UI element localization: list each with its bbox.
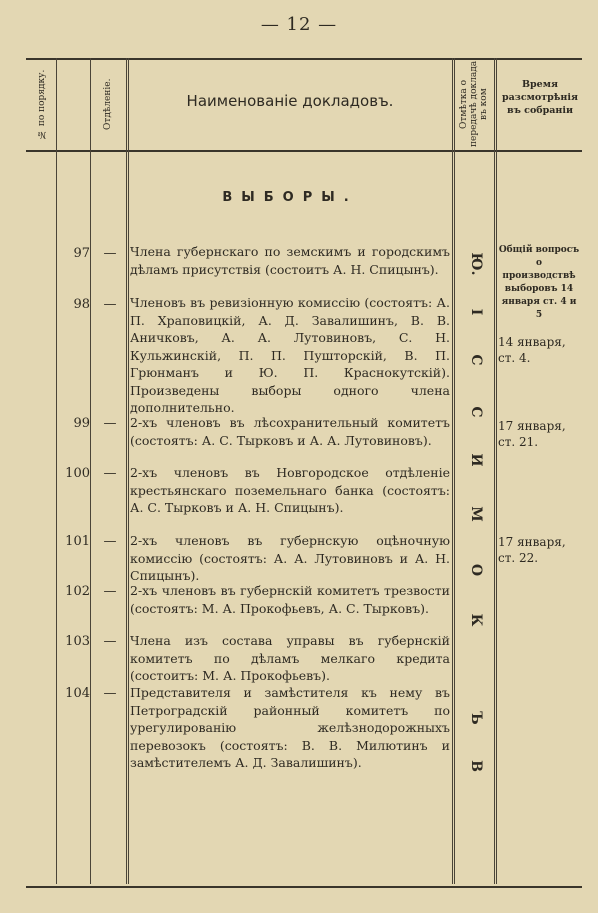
row-number: 102 (65, 584, 90, 599)
stamp-letter: С (468, 354, 484, 366)
note-general-question: Общій вопросъ о производствѣ выборовъ 14 января ст. 4 и 5 (498, 245, 580, 320)
note-date: 14 января, ст. 4. (498, 335, 566, 365)
row-text: 2-хъ членовъ въ лѣсохранительный комитетъ (состоятъ: А. С. Тырковъ и А. А. Лутовиновъ). (130, 415, 450, 448)
row-text: 2-хъ членовъ въ Новгородское отдѣленіе крестьянскаго поземельнаго банка (состоятъ: А. С. Тырковъ и А. Н. Спицынъ). (130, 465, 450, 515)
stamp-letter: І (468, 308, 484, 316)
row-text: Члена губернскаго по земскимъ и городскимъ дѣламъ присутствія (состоитъ А. Н. Спицынъ). (130, 244, 450, 277)
header-department: Отдѣленіе. (103, 78, 113, 130)
row-department: — (103, 416, 117, 431)
row-number: 103 (65, 634, 90, 649)
row-number: 101 (65, 534, 90, 549)
header-transfer: Отмѣтка о передачѣ доклада въ ком (459, 60, 489, 148)
note-date: 17 января, ст. 21. (498, 419, 566, 449)
row-number: 99 (73, 416, 90, 431)
stamp-letter: М (468, 506, 484, 522)
row-number: 104 (65, 686, 90, 701)
header-divider (26, 150, 582, 152)
column-divider (494, 58, 497, 884)
stamp-letter: С (468, 406, 484, 418)
column-divider (452, 58, 455, 884)
row-number: 100 (65, 466, 90, 481)
stamp-letter: Ю. (468, 252, 484, 276)
column-divider (56, 58, 57, 884)
stamp-letter: В (468, 760, 484, 772)
note-date: 17 января, ст. 22. (498, 535, 566, 565)
header-number: № по порядку. (37, 69, 47, 139)
row-number: 97 (73, 246, 90, 261)
row-text: Членовъ въ ревизіонную комиссію (состоятъ: А. П. Храповицкій, А. Д. Завалишинъ, В. В. Аничковъ, А. А. Лутовиновъ, С. Н. Кульжинскій, П. П. Пушторскій, В. П. Грюнманъ и Ю. П. Краснокутскій). Произведены выборы одного члена дополнительно. (130, 295, 450, 415)
row-department: — (103, 297, 117, 312)
row-department: — (103, 686, 117, 701)
row-department: — (103, 246, 117, 261)
page-number: — 12 — (260, 14, 338, 35)
section-title: ВЫБОРЫ. (222, 190, 358, 205)
column-divider (90, 58, 91, 884)
stamp-letter: Ъ (468, 711, 484, 725)
row-department: — (103, 584, 117, 599)
header-time: Время разсмотрѣнія въ собраніи (501, 79, 579, 116)
row-text: 2-хъ членовъ въ губернскій комитетъ трезвости (состоятъ: М. А. Прокофьевъ, А. С. Тырковъ). (130, 583, 450, 616)
row-text: Представителя и замѣстителя къ нему въ Петроградскій районный комитетъ по урегулированію желѣзнодорожныхъ перевозокъ (состоятъ: В. В. Милютинъ и замѣстителемъ А. Д. Завалишинъ). (130, 685, 450, 770)
row-number: 98 (73, 297, 90, 312)
row-text: Члена изъ состава управы въ губернскій комитетъ по дѣламъ мелкаго кредита (состоитъ: М. А. Прокофьевъ). (130, 633, 450, 683)
header-title: Наименованіе докладовъ. (186, 92, 394, 110)
stamp-letter: О (468, 563, 484, 577)
row-department: — (103, 534, 117, 549)
stamp-letter: И (468, 453, 484, 467)
row-text: 2-хъ членовъ въ губернскую оцѣночную комиссію (состоятъ: А. А. Лутовиновъ и А. Н. Спицынъ). (130, 533, 450, 583)
row-department: — (103, 634, 117, 649)
stamp-letter: К (468, 613, 484, 627)
row-department: — (103, 466, 117, 481)
